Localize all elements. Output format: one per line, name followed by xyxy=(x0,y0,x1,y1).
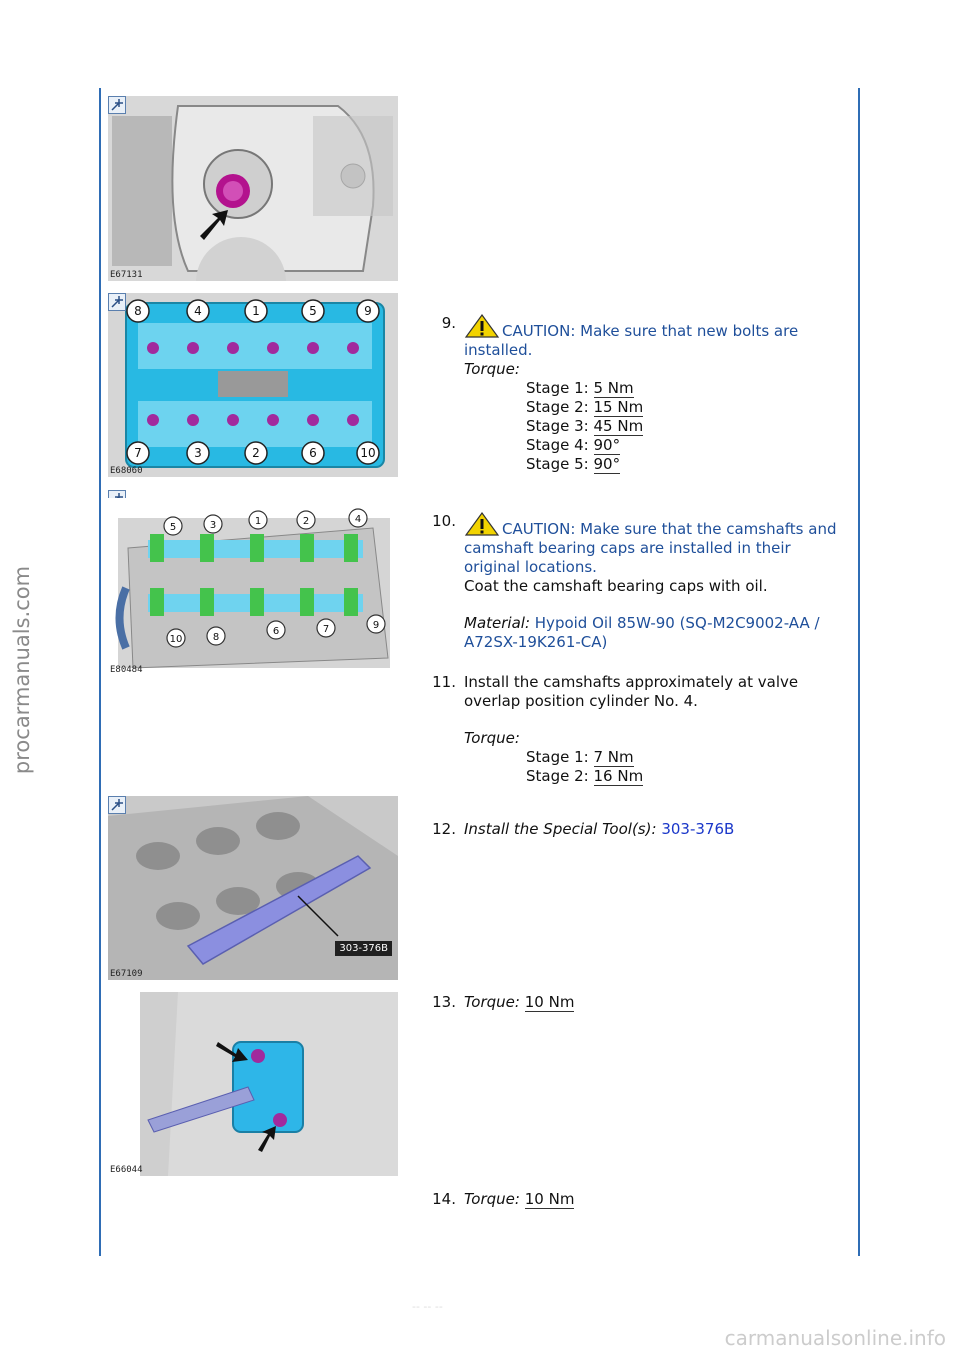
step-13: 13. Torque: 10 Nm xyxy=(418,993,848,1012)
svg-text:4: 4 xyxy=(194,304,202,318)
zoom-icon[interactable] xyxy=(108,96,126,114)
svg-text:8: 8 xyxy=(212,632,220,643)
stage-row: Stage 1: 7 Nm xyxy=(526,748,634,766)
camshaft-cap-illustration xyxy=(108,293,398,477)
step-number: 9. xyxy=(441,314,456,332)
zoom-icon[interactable] xyxy=(108,293,126,311)
svg-text:5: 5 xyxy=(309,304,317,318)
svg-text:6: 6 xyxy=(309,446,317,460)
step-text: Coat the camshaft bearing caps with oil. xyxy=(464,577,768,595)
svg-text:7: 7 xyxy=(322,624,330,635)
svg-text:2: 2 xyxy=(252,446,260,460)
zoom-icon[interactable] xyxy=(108,796,126,814)
figure-crankshaft-bolt xyxy=(108,96,398,281)
figure-code: E66044 xyxy=(110,1165,143,1175)
figure-camshaft-cap-sequence xyxy=(108,293,398,477)
step-number: 12. xyxy=(432,820,456,838)
stage-row: Stage 5: 90° xyxy=(526,455,621,473)
svg-text:6: 6 xyxy=(272,626,280,637)
svg-text:8: 8 xyxy=(134,304,142,318)
figure-code: E67109 xyxy=(110,969,143,979)
footer-watermark: carmanualsonline.info xyxy=(724,1326,946,1350)
figure-tensioner xyxy=(108,992,398,1176)
svg-text:5: 5 xyxy=(169,522,177,533)
tensioner-illustration xyxy=(108,992,398,1176)
stage-row: Stage 4: 90° xyxy=(526,436,621,454)
warning-icon xyxy=(464,314,500,338)
figure-code: E68060 xyxy=(110,466,143,476)
svg-text:1: 1 xyxy=(252,304,260,318)
step-12: 12. Install the Special Tool(s): 303-376B xyxy=(418,820,848,839)
svg-text:3: 3 xyxy=(194,446,202,460)
stage-row: Stage 2: 16 Nm xyxy=(526,767,644,785)
svg-text:10: 10 xyxy=(169,634,183,645)
svg-text:9: 9 xyxy=(372,620,380,631)
left-border-line xyxy=(99,88,101,1256)
svg-text:2: 2 xyxy=(302,516,310,527)
figure-code: E80484 xyxy=(110,665,143,675)
engine-illustration xyxy=(108,96,398,281)
svg-text:7: 7 xyxy=(134,446,142,460)
step-number: 14. xyxy=(432,1190,456,1208)
figure-special-tool xyxy=(108,796,398,980)
material-line: Material: Hypoid Oil 85W-90 (SQ-M2C9002-AA / A72SX-19K261-CA) xyxy=(464,614,820,651)
page-mark: -- -- -- xyxy=(412,1300,443,1313)
step-9 xyxy=(418,314,848,474)
torque-label: Torque: xyxy=(464,360,520,378)
figure-code: E67131 xyxy=(110,270,143,280)
svg-text:1: 1 xyxy=(254,516,262,527)
step-number: 13. xyxy=(432,993,456,1011)
stage-row: Stage 2: 15 Nm xyxy=(526,398,644,416)
special-tool-link[interactable]: 303-376B xyxy=(661,820,735,838)
svg-text:9: 9 xyxy=(364,304,372,318)
svg-text:3: 3 xyxy=(209,520,217,531)
torque-label: Torque: xyxy=(464,729,520,747)
caution-text: CAUTION: Make sure that new bolts are installed. xyxy=(464,314,848,360)
step-14: 14. Torque: 10 Nm xyxy=(418,1190,848,1209)
svg-text:4: 4 xyxy=(354,514,362,525)
camshaft-install-illustration xyxy=(108,498,398,676)
side-watermark: procarmanuals.com xyxy=(10,565,34,775)
step-number: 10. xyxy=(432,512,456,530)
stage-row: Stage 1: 5 Nm xyxy=(526,379,634,397)
svg-text:10: 10 xyxy=(360,446,376,460)
step-text: Install the camshafts approximately at valve overlap position cylinder No. 4. xyxy=(464,673,799,710)
figure-camshaft-install xyxy=(108,498,398,676)
step-number: 11. xyxy=(432,673,456,691)
caution-text: CAUTION: Make sure that the camshafts and camshaft bearing caps are installed in their original locations. xyxy=(464,512,848,577)
stage-row: Stage 3: 45 Nm xyxy=(526,417,644,435)
tool-label: 303-376B xyxy=(335,941,392,956)
right-border-line xyxy=(858,88,860,1256)
step-10 xyxy=(418,512,848,652)
warning-icon xyxy=(464,512,500,536)
step-11 xyxy=(418,673,848,786)
